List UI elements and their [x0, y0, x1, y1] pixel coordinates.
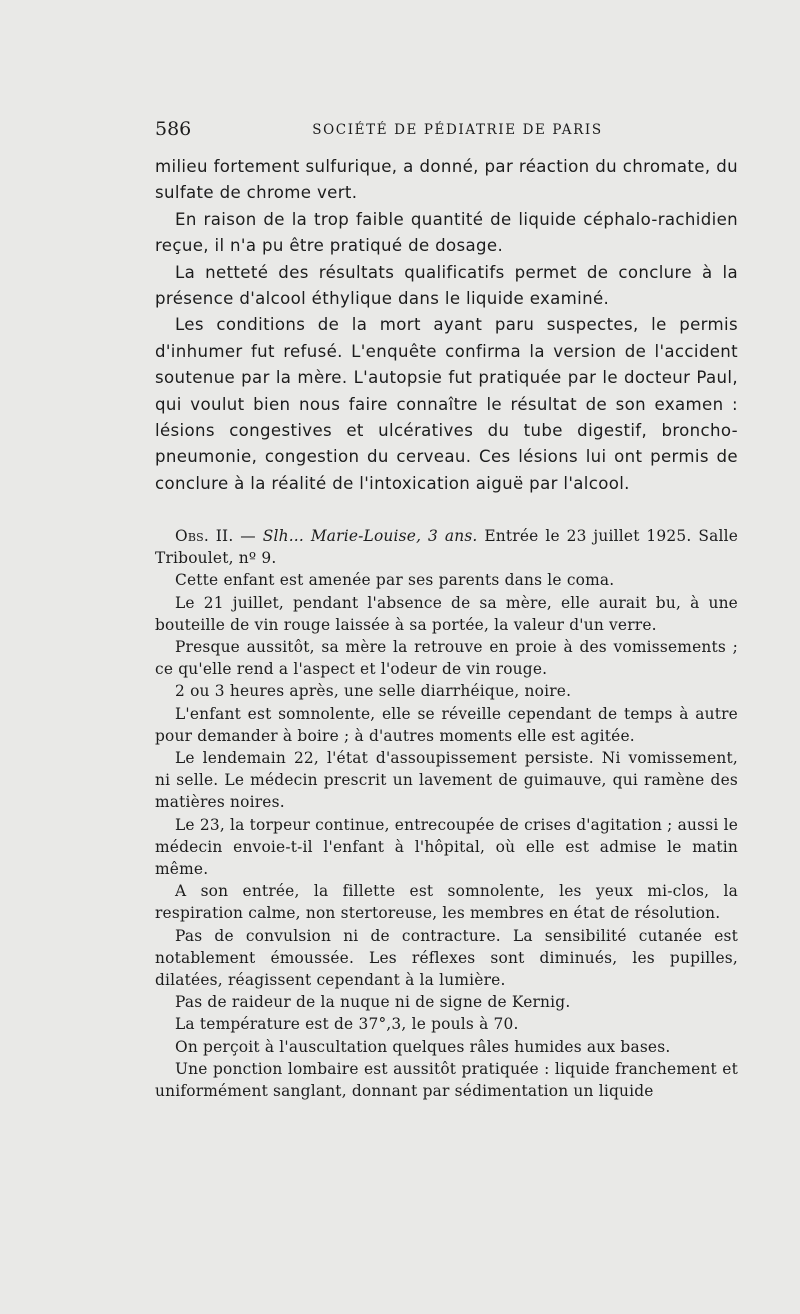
observation-paragraph: Presque aussitôt, sa mère la retrouve en proie à des vomissements ; ce qu'elle rend a l'aspect et l'odeur de vin rouge. [155, 638, 738, 679]
observation-paragraph: 2 ou 3 heures après, une selle diarrhéique, noire. [175, 682, 572, 701]
observation-label: Obs. II. [175, 527, 234, 545]
observation-paragraph: Une ponction lombaire est aussitôt pratiquée : liquide franchement et uniformément sanglant, donnant par sédimentation un liquide [155, 1059, 738, 1101]
observation-heading [155, 525, 738, 569]
paragraph: La netteté des résultats qualificatifs permet de conclure à la présence d'alcool éthylique dans le liquide examiné. [155, 262, 738, 309]
observation-paragraph: La température est de 37°,3, le pouls à 70. [175, 1015, 519, 1034]
observation-section [155, 525, 738, 1102]
body-text-section [155, 154, 738, 497]
observation-paragraph: Le lendemain 22, l'état d'assoupissement persiste. Ni vomissement, ni selle. Le médecin prescrit un lavement de guimauve, qui ramène des matières noires. [155, 749, 738, 812]
observation-paragraph: On perçoit à l'auscultation quelques râles humides aux bases. [175, 1037, 671, 1056]
observation-paragraph: A son entrée, la fillette est somnolente, les yeux mi-clos, la respiration calme, non stertoreuse, les membres en état de résolution. [155, 882, 738, 923]
observation-paragraph: Le 23, la torpeur continue, entrecoupée de crises d'agitation ; aussi le médecin envoie-t-il l'enfant à l'hôpital, où elle est admise le matin même. [155, 815, 738, 879]
observation-paragraph: Pas de raideur de la nuque ni de signe de Kernig. [175, 993, 571, 1012]
page-header [155, 118, 738, 142]
paragraph: milieu fortement sulfurique, a donné, par réaction du chromate, du sulfate de chrome vert. [155, 157, 738, 203]
page-number: 586 [155, 118, 192, 140]
paragraph: Les conditions de la mort ayant paru suspectes, le permis d'inhumer fut refusé. L'enquête confirma la version de l'accident soutenue par la mère. L'autopsie fut pratiquée par le docteur Paul, qui voulut bien nous faire connaître le résultat de son examen : lésions congestives et ulcératives du tube digestif, broncho-pneumonie, congestion du cerveau. Ces lésions lui ont permis de conclure à la réalité de l'intoxication aiguë par l'alcool. [155, 315, 738, 493]
observation-paragraph: Cette enfant est amenée par ses parents dans le coma. [175, 571, 615, 590]
running-title: SOCIÉTÉ DE PÉDIATRIE DE PARIS [312, 122, 603, 138]
observation-dash: — [233, 527, 263, 545]
observation-entry: Entrée le 23 juillet 1925. Salle Triboulet, nº 9. [155, 527, 738, 568]
paragraph: En raison de la trop faible quantité de liquide céphalo-rachidien reçue, il n'a pu être pratiqué de dosage. [155, 209, 738, 256]
observation-paragraph: Pas de convulsion ni de contracture. La sensibilité cutanée est notablement émoussée. Les réflexes sont diminués, les pupilles, dilatées, réagissent cependant à la lumière. [155, 926, 738, 990]
observation-patient: Slh... Marie-Louise, 3 ans. [262, 527, 478, 545]
observation-paragraph: Le 21 juillet, pendant l'absence de sa mère, elle aurait bu, à une bouteille de vin rouge laissée à sa portée, la valeur d'un verre. [155, 593, 738, 634]
observation-paragraph: L'enfant est somnolente, elle se réveille cependant de temps à autre pour demander à boire ; à d'autres moments elle est agitée. [155, 704, 738, 745]
